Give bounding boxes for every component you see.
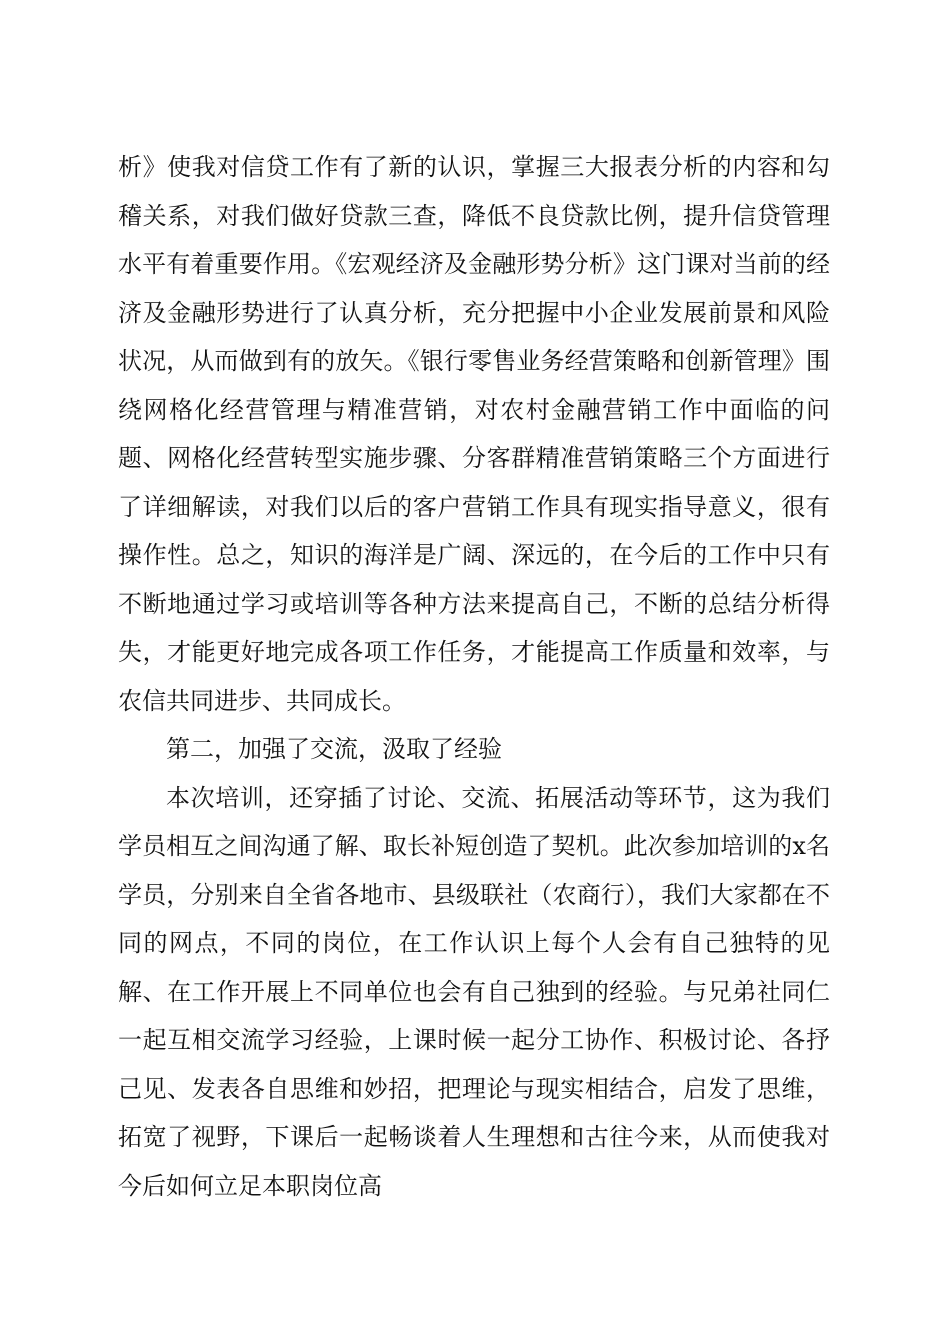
paragraph-continuation: 析》使我对信贷工作有了新的认识，掌握三大报表分析的内容和勾稽关系，对我们做好贷款三查，降低不良贷款比例，提升信贷管理水平有着重要作用。《宏观经济及金融形势分析》这门课对当前的经济及金融形势进行了认真分析，充分把握中小企业发展前景和风险状况，从而做到有的放矢。《银行零售业务经营策略和创新管理》围绕网格化经营管理与精准营销，对农村金融营销工作中面临的问题、网格化经营转型实施步骤、分客群精准营销策略三个方面进行了详细解读，对我们以后的客户营销工作具有现实指导意义，很有操作性。总之，知识的海洋是广阔、深远的，在今后的工作中只有不断地通过学习或培训等各种方法来提高自己，不断的总结分析得失，才能更好地完成各项工作任务，才能提高工作质量和效率，与农信共同进步、共同成长。	[118, 153, 830, 715]
document-body	[118, 143, 830, 1210]
section-heading-second: 第二，加强了交流，汲取了经验	[166, 735, 502, 763]
paragraph-exchange: 本次培训，还穿插了讨论、交流、拓展活动等环节，这为我们学员相互之间沟通了解、取长补短创造了契机。此次参加培训的x名学员，分别来自全省各地市、县级联社（农商行），我们大家都在不同的网点，不同的岗位，在工作认识上每个人会有自己独特的见解、在工作开展上不同单位也会有自己独到的经验。与兄弟社同仁一起互相交流学习经验，上课时候一起分工协作、积极讨论、各抒己见、发表各自思维和妙招，把理论与现实相结合，启发了思维，拓宽了视野，下课后一起畅谈着人生理想和古往今来，从而使我对今后如何立足本职岗位高	[118, 783, 830, 1200]
